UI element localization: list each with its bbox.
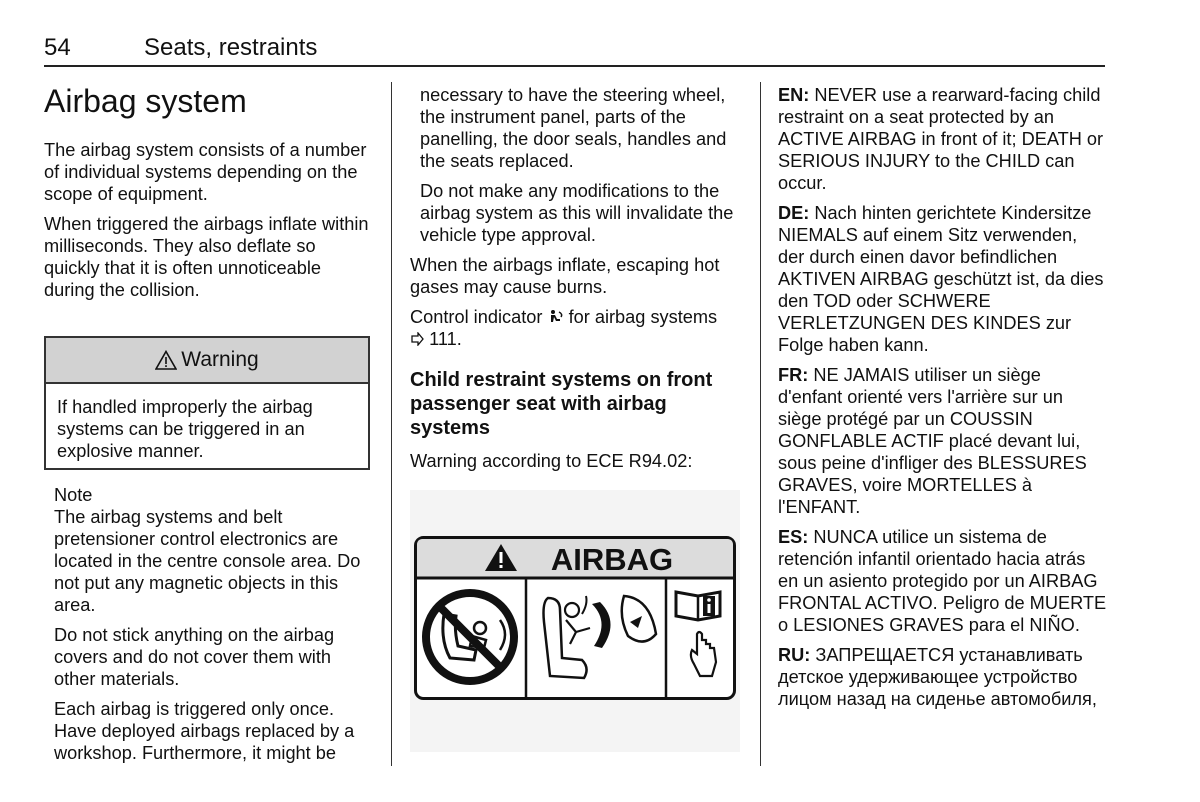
lang-text-es: NUNCA utilice un sistema de retención infantil orientado hacia atrás en un asiento protegido por un AIRBAG FRONTAL ACTIVO. Peligro de MUERTE o LESIONES GRAVES para el NIÑO. [778, 527, 1107, 635]
control-indicator-text-2: for airbag systems [568, 307, 718, 327]
warning-header [46, 338, 368, 384]
column-divider-2 [760, 82, 761, 766]
page-heading: Airbag system [44, 83, 247, 119]
airbag-indicator-icon [548, 309, 564, 325]
warning-triangle-icon [155, 350, 177, 370]
page-reference-icon [410, 332, 424, 346]
page-number: 54 [44, 34, 71, 61]
page-reference: 111. [429, 329, 462, 349]
note-text: The airbag systems and belt pretensioner control electronics are located in the centre console area. Do not put any magnetic objects in this area. [54, 507, 361, 615]
label-title: AIRBAG [550, 542, 674, 577]
warning-box [44, 336, 370, 470]
language-block-fr [778, 364, 1108, 518]
section-title: Seats, restraints [144, 34, 318, 61]
note-block [54, 484, 376, 772]
paragraph: Each airbag is triggered only once. Have deployed airbags replaced by a workshop. Furthermore, it might be [54, 699, 355, 763]
language-block-ru [778, 644, 1108, 710]
lang-text-de: Nach hinten gerichtete Kindersitze NIEMALS auf einem Sitz verwenden, der durch einen davor befindlichen AKTIVEN AIRBAG geschützt ist, da dies den TOD oder SCHWERE VERLETZUNGEN DES KINDES zur Folge haben kann. [778, 203, 1104, 355]
subheading: Child restraint systems on front passenger seat with airbag systems [410, 369, 713, 439]
airbag-warning-label [414, 536, 736, 700]
lang-label-fr: FR: [778, 365, 809, 385]
paragraph: Do not stick anything on the airbag covers and do not cover them with other materials. [54, 625, 335, 689]
column-1 [44, 82, 374, 309]
language-block-en [778, 84, 1108, 194]
column-2 [410, 84, 746, 480]
paragraph: When triggered the airbags inflate within milliseconds. They also deflate so quickly that it is often unnoticeable during the collision. [44, 214, 369, 300]
paragraph: Warning according to ECE R94.02: [410, 451, 693, 471]
lang-text-en: NEVER use a rearward-facing child restraint on a seat protected by an ACTIVE AIRBAG in front of it; DEATH or SERIOUS INJURY to the CHILD can occur. [778, 85, 1104, 193]
paragraph: When the airbags inflate, escaping hot gases may cause burns. [410, 255, 720, 297]
lang-label-es: ES: [778, 527, 809, 547]
lang-text-ru: ЗАПРЕЩАЕТСЯ устанавливать детское удерживающее устройство лицом назад на сиденье автомобиля, [778, 645, 1097, 709]
header-divider [44, 65, 1105, 67]
column-divider-1 [391, 82, 392, 766]
lang-label-en: EN: [778, 85, 810, 105]
paragraph: Do not make any modifications to the airbag system as this will invalidate the vehicle type approval. [420, 181, 734, 245]
control-indicator-paragraph [410, 306, 746, 350]
note-title: Note [54, 485, 93, 505]
language-block-es [778, 526, 1108, 636]
paragraph: necessary to have the steering wheel, the instrument panel, parts of the panelling, the door seals, handles and the seats replaced. [420, 85, 727, 171]
lang-text-fr: NE JAMAIS utiliser un siège d'enfant orienté vers l'arrière sur un siège protégé par un COUSSIN GONFLABLE ACTIF placé devant lui, sous peine d'infliger des BLESSURES GRAVES, voire MORTELLES à l'ENFANT. [778, 365, 1087, 517]
warning-text: If handled improperly the airbag systems can be triggered in an explosive manner. [57, 397, 313, 461]
language-block-de [778, 202, 1108, 356]
lang-label-ru: RU: [778, 645, 811, 665]
column-3 [778, 84, 1108, 718]
control-indicator-text: Control indicator [410, 307, 543, 327]
paragraph: The airbag system consists of a number of individual systems depending on the scope of equipment. [44, 140, 367, 204]
lang-label-de: DE: [778, 203, 810, 223]
warning-title: Warning [181, 348, 259, 371]
